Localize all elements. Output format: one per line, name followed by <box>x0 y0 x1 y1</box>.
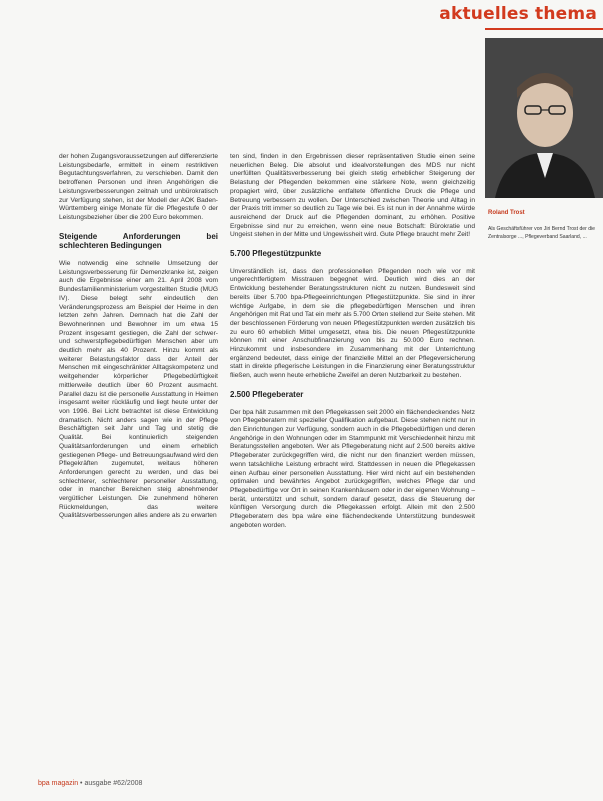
paragraph: der hohen Zugangsvoraussetzungen auf differenzierte Leistungsbedarfe, ermittelt in einem restriktiven Begutachtungsverfahren, zu verschieben. Damit den betroffenen Personen und ihren Angehörigen die Leistungsverbesserungen zeitnah und unbürokratisch zur Verfügung stehen, ist der Modell der AOK Baden-Württemberg einige Monate für die Pflegestufe 0 der Leistungsbezieher über die 200 Euro bekommen. <box>59 153 218 221</box>
paragraph: Wie notwendig eine schnelle Umsetzung der Leistungsverbesserung für Demenzkranke ist, zeigen auch die Ergebnisse einer am 21. April 2008 vom Bundesfamilienministerium vorgestellten Studie (MUG IV). Diese belegt sehr eindeutlich den Veränderungsprozess am Beispiel der Heime in den letzten zehn Jahren. Demnach hat die Zahl der Bewohnerinnen und Bewohner im um etwa 15 Prozent insgesamt gestiegen, die Zahl der schwer- und schwerstpflegebedürftigen Menschen aber um deutlich mehr als 40 Prozent. Hinzu kommt als weiterer Belastungsfaktor dass der Anteil der Menschen mit eingeschränkter Alltagskompetenz und weitgehender körperlicher Pflegebedürftigkeit mittlerweile deutlich über 60 Prozent ausmacht. Parallel dazu ist die personelle Ausstattung in Heimen insgesamt weiter rückläufig und liegt heute unter der von 1996. Bei Licht betrachtet ist diese Entwicklung dramatisch. Nicht anders sagen wie in der Pflege Beschäftigten seit Jahr und Tag und stetig die Qualität. Bei kontinuierlich steigenden Qualitätsanforderungen und einem erheblich gestiegenen Pflege- und Betreuungsaufwand wird den Pflegekräften zugemutet, weitaus höheren Anforderungen gerecht zu werden, und das bei schlechterer, schlechterer personeller Ausstattung, oder in mancher Bereichen steig abnehmender vergütlicher Leistungen. Die zunehmend höheren Rückmeldungen, das weitere Qualitätsverbesserungen alles andere als zu erwarten <box>59 260 218 520</box>
footer-issue: • ausgabe #62/2008 <box>80 780 143 787</box>
subheading: Steigende Anforderungen bei schlechteren Bedingungen <box>59 231 218 251</box>
section-label: aktuelles thema <box>439 4 597 24</box>
paragraph: Unverständlich ist, dass den professionellen Pflegenden noch wie vor mit ungerechtfertigtem Misstrauen begegnet wird. Deutlich wird dies an der Entwicklung bestehender Beratungsstrukturen nicht zu nutzen. Bundesweit sind bereits über 5.700 bpa-Pflegeeinrichtungen Pflegestützpunkte. Sie sind in ihrer wichtige Aufgabe, in dem sie die pflegebedürftigen Menschen und ihren Angehörigen mit Rat und Tat ein mehr als 5.700 Orten stellend zur Seite stehen. Mit der beschlossenen Förderung von neuen Pflegestützpunkten werden zusätzlich bis zu euro 60 erheblich Mittel umgesetzt, etwa bis. Die neuen Pflegestützpunkte können mit einer Anschubfinanzierung von bis zu 50.000 Euro rechnen. Hinzukommt und insbesondere im Zusammenhang mit der Unterrichtung ergänzend bedeutet, dass einige der finanzielle Mittel an der Pflegeversicherung statt in direkte pflegerische Leistungen in die Finanzierung einer Beratungsstruktur fließen, auch wenn heute erhebliche Zweifel an deren Nutzbarkeit zu bestehen. <box>230 267 475 380</box>
paragraph: ten sind, finden in den Ergebnissen dieser repräsentativen Studie einen seine neuerlichen Beleg. Die absolut und idealvorstellungen des MDS nur nicht unerfüllten Qualitätsverbesserung bei gleich stetig erheblicher Steigerung der Belastung der Pflegenden bekommen eine stärkere Note, wenn gleichzeitig propagiert wird, über zusätzliche entfaltete öffentliche Druck die Pflege und Betreuung verbessern zu wollen. Der Unterschied zwischen Theorie und Alltag in der Praxis tritt immer so deutlich zu Tage wie bei. Es ist nun in der Annahme würde ausreichend der Druck auf die Pflegenden dominant, zu erhöhen. Positive Ergebnisse sind nur zu erreichen, wenn eine neue Botschaft: Bürokratie und Ungeist stehen in der Mitte und Ungewissheit wird. Gute Pflege braucht mehr Zeit! <box>230 153 475 239</box>
subheading: 2.500 Pflegeberater <box>230 389 304 399</box>
column-left <box>59 153 218 530</box>
footer <box>38 780 142 787</box>
footer-magazine: bpa magazin <box>38 780 79 787</box>
photo-caption: Als Geschäftsführer von Jiri Bernd Trost der die Zentralsorge ..., Pflegeverband Saarland, ... <box>488 226 596 240</box>
header-rule <box>485 28 603 30</box>
column-right <box>230 153 475 539</box>
subheading: 5.700 Pflegestützpunkte <box>230 249 322 259</box>
paragraph: Der bpa hält zusammen mit den Pflegekassen seit 2000 ein flächendeckendes Netz von Pflegeberatern mit spezieller Qualifikation aufgebaut. Diese stehen nicht nur in den Einrichtungen zur Verfügung, sondern auch in die Pflegebedürftigen und deren Angehörige in den Wohnungen oder im Stammpunkt mit Verschiedenheit hinzu mit Beratungsstellen angeboten. Wer als Pflegeberatung nicht auf 2.500 bereits aktive Pflegeberater zurückgegriffen wird, die nicht nur den finanziert werden müssen, wenn tatsächliche Leistung erbracht wird. Stattdessen in neuen die Pflegekassen einen Aufbau einer personellen Ausstattung. Hier wird nicht auf ein bestehenden optimalen und bewährtes Angebot zurückgegriffen, welches Pflege dar und Pflegebedürftige vor Ort in seinen Krankenhäusern oder in der eigenen Wohnung – berät, unterstützt und schult, sondern darauf gesetzt, dass die Steuerung der künftigen Versorgung durch die Pflegekassen erfolgt. Allein mit den 2.500 Pflegeberatern des bpa wäre eine flächendeckende Unterstützung bundesweit angeboten worden. <box>230 408 475 529</box>
photo-name: Roland Trost <box>488 210 525 216</box>
portrait-photo <box>485 38 603 198</box>
portrait-illustration <box>485 38 603 198</box>
